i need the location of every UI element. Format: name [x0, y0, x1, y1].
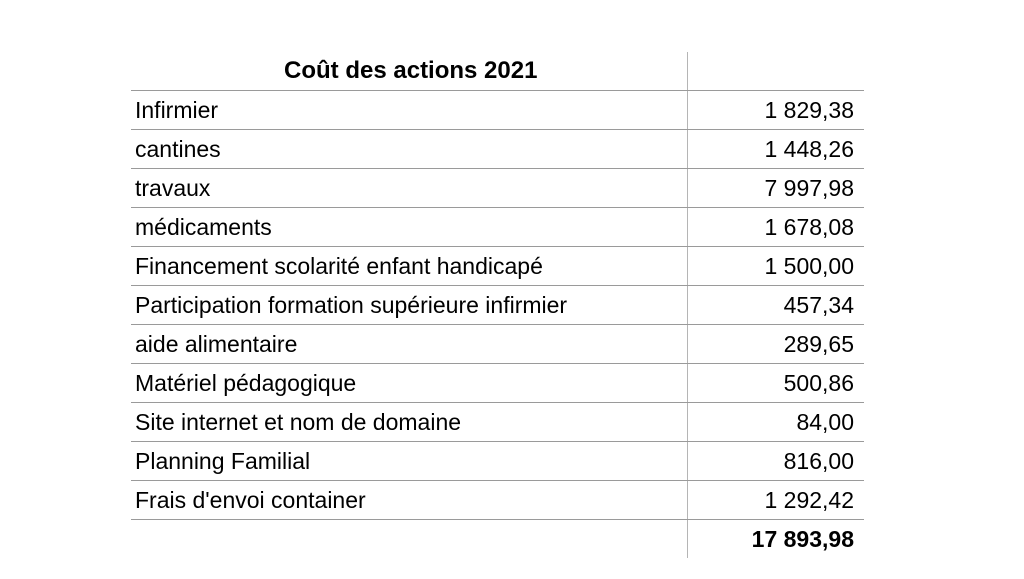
table-row — [131, 286, 864, 325]
row-label: Participation formation supérieure infirmier — [131, 286, 687, 325]
row-value: 7 997,98 — [687, 169, 864, 208]
row-value: 1 292,42 — [687, 481, 864, 520]
row-label: Financement scolarité enfant handicapé — [131, 247, 687, 286]
row-value: 1 448,26 — [687, 130, 864, 169]
table-row — [131, 325, 864, 364]
row-label: cantines — [131, 130, 687, 169]
header-empty-cell — [687, 52, 864, 91]
table-row — [131, 208, 864, 247]
row-label: Matériel pédagogique — [131, 364, 687, 403]
row-value: 1 829,38 — [687, 91, 864, 130]
table-row — [131, 481, 864, 520]
row-value: 816,00 — [687, 442, 864, 481]
table-title: Coût des actions 2021 — [131, 52, 687, 91]
row-value: 289,65 — [687, 325, 864, 364]
cost-table — [131, 52, 864, 558]
row-label: médicaments — [131, 208, 687, 247]
row-value: 1 678,08 — [687, 208, 864, 247]
row-label: Planning Familial — [131, 442, 687, 481]
table-row — [131, 247, 864, 286]
row-label: Infirmier — [131, 91, 687, 130]
row-label: travaux — [131, 169, 687, 208]
row-label: aide alimentaire — [131, 325, 687, 364]
table-header-row — [131, 52, 864, 91]
table-row — [131, 169, 864, 208]
row-label: Frais d'envoi container — [131, 481, 687, 520]
row-value: 1 500,00 — [687, 247, 864, 286]
total-value: 17 893,98 — [687, 520, 864, 559]
table-row — [131, 364, 864, 403]
total-row — [131, 520, 864, 559]
row-value: 457,34 — [687, 286, 864, 325]
row-value: 84,00 — [687, 403, 864, 442]
table-row — [131, 91, 864, 130]
row-value: 500,86 — [687, 364, 864, 403]
table-row — [131, 403, 864, 442]
table-row — [131, 130, 864, 169]
row-label: Site internet et nom de domaine — [131, 403, 687, 442]
table-row — [131, 442, 864, 481]
total-empty-cell — [131, 520, 687, 559]
